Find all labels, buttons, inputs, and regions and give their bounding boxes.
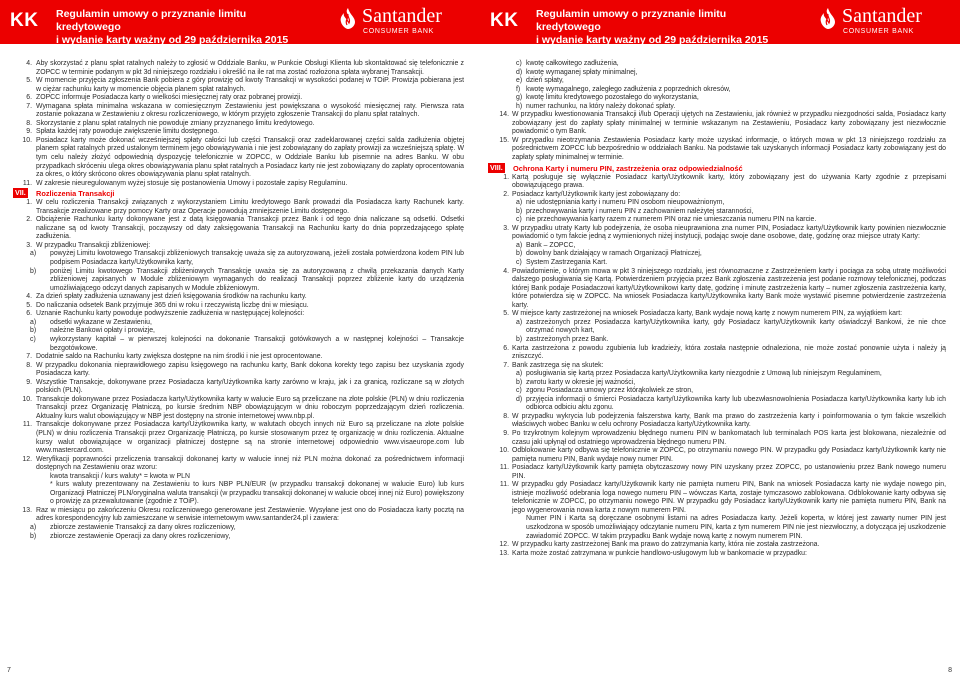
paragraph-text: zastrzeżonych przez Bank.	[526, 335, 609, 343]
numbered-paragraph	[480, 481, 960, 515]
item-marker: a)	[30, 318, 37, 326]
paragraph-text: Aby skorzystać z planu spłat ratalnych należy to zgłosić w Oddziale Banku, w Punkcie Obsługi Klienta lub skontaktować się telefonicznie z ZOPCC w terminie podanym w pkt 3d niniejszego rozdziału i określić na ile rat ma zostać rozłożona spłata wybranej Transakcji.	[36, 60, 464, 76]
sub-item	[480, 199, 960, 208]
paragraph-text: Bank zastrzega się na skutek:	[512, 361, 604, 369]
paragraph-text: Weryfikacji poprawności przeliczenia transakcji dokonanej karty w walucie innej niż PLN można dokonać za pośrednictwem informacji dostępnych na Zestawieniu oraz wzoru:	[36, 455, 464, 472]
item-marker: 5.	[503, 310, 509, 318]
numbered-paragraph	[0, 60, 480, 77]
flame-icon	[818, 7, 838, 31]
paragraph-text: Karta zastrzeżona z powodu zgubienia lub kradzieży, która została następnie odnaleziona, nie może zostać ponownie użyta i należy ją zniszczyć.	[512, 344, 946, 361]
paragraph-text: poniżej Limitu kwotowego Transakcji zbliżeniowych Transakcję uważa się za autoryzowaną z chwilą przekazania danych Karty zbliżeniowej zapisanych w Module zbliżeniowym wymaganych do realizacji Transakcji poprzez zbliżenie karty do urządzenia umożliwiającego odczyt danych zapisanych w Module zbliżeniowym.	[50, 267, 464, 292]
sub-item	[480, 103, 960, 112]
item-marker: b)	[516, 335, 523, 343]
sub-item	[0, 524, 480, 533]
item-marker: c)	[516, 387, 522, 395]
paragraph-text: Wszystkie Transakcje, dokonywane przez Posiadacza karty/Użytkownika karty zarówno w kraju, jak i za granicą, rozliczane są w złotych polskich (PLN).	[36, 378, 464, 395]
kk-badge: KK	[490, 10, 519, 31]
brand-subtitle: CONSUMER BANK	[843, 28, 914, 35]
sub-item	[480, 60, 960, 69]
item-marker: b)	[516, 378, 523, 386]
paragraph-text: Powiadomienie, o którym mowa w pkt 3 niniejszego rozdziału, jest równoznaczne z Zastrzeżeniem karty i pociąga za sobą utratę możliwości dalszego posługiwania się Kartą. Potwierdzeniem przyjęcia przez Bank zgłoszenia zastrzeżenia jest podanie rozmowy telefonicznej, podczas której Bank podaje Posiadaczowi karty/Użytkownikowi karty datę, godzinę i minutę zastrzeżenia karty – numer zgłoszenia zastrzeżenia karty, które potwierdza się w ZOPCC. Na wniosek Posiadacza karty/Użytkownika karty Bank może wystawić pisemne potwierdzenie zastrzeżenia karty.	[512, 267, 946, 309]
sub-item	[0, 473, 480, 482]
paragraph-text: System Zastrzegania Kart.	[526, 259, 608, 267]
paragraph-text: zastrzeżonych przez Posiadacza karty/Użytkownika karty, gdy Posiadacz karty/Użytkownik karty oświadczył Bankowi, że nie chce otrzymać nowych kart,	[526, 318, 946, 335]
paragraph-text: Spłata każdej raty powoduje zwiększenie limitu dostępnego.	[36, 128, 220, 136]
item-marker: d)	[516, 68, 523, 76]
sub-item	[480, 370, 960, 379]
paragraph-text: Kartą posługuje się wyłącznie Posiadacz karty/Użytkownik karty, który zobowiązany jest do używania Karty zgodnie z przepisami obowiązującego prawa.	[512, 173, 946, 190]
numbered-paragraph	[480, 464, 960, 481]
numbered-paragraph	[480, 362, 960, 371]
item-marker: 5.	[26, 77, 32, 85]
paragraph-text: odsetki wykazane w Zestawieniu,	[50, 318, 152, 326]
paragraph-text: kwota transakcji / kurs waluty* = kwota w PLN	[50, 472, 190, 480]
numbered-paragraph	[480, 345, 960, 362]
item-marker: a)	[516, 370, 523, 378]
paragraph-text: Numer PIN i Karta są doręczane osobnymi listami na adres Posiadacza karty. Jeżeli koperta, w której jest zawarty numer PIN jest uszkodzona w sposób umożliwiający odczytanie numeru PIN, karta z tym numerem PIN nie jest niezwłoczny, a dotycząca jej uszkodzenie zawiadomić ZOPCC. W takim przypadku Bank wydaje nową kartę z nowym numerem PIN.	[526, 515, 946, 540]
paragraph-text: Posiadacz karty/Użytkownik karty pamięta obytczaszowy nowy PIN uzyskany przez ZOPCC, po ustanowieniu przez Bank nowego numeru PIN.	[512, 464, 946, 480]
kk-badge: KK	[10, 10, 39, 31]
numbered-paragraph	[0, 293, 480, 302]
paragraph-text: Karta może zostać zatrzymana w punkcie handlowo-usługowym lub w bankomacie w przypadku:	[512, 549, 807, 557]
item-marker: h)	[516, 102, 523, 110]
numbered-paragraph	[480, 430, 960, 447]
item-marker: 6.	[26, 94, 32, 102]
paragraph-text: Po trzykrotnym kolejnym wprowadzeniu błędnego numeru PIN w bankomatach lub terminalach POS karta jest blokowana, niezależnie od czasu jaki upłynął od ostatniego wprowadzenia błędnego numeru PIN.	[512, 429, 946, 446]
item-marker: d)	[516, 395, 523, 403]
numbered-paragraph	[480, 310, 960, 319]
numbered-paragraph	[480, 137, 960, 163]
sub-item	[480, 208, 960, 217]
paragraph-text: wykorzystany kapitał – w pierwszej kolejności na dokonanie Transakcji gotówkowych a w następnej kolejności – Transakcje bezgotówkowe.	[50, 335, 464, 352]
item-marker: 13.	[499, 549, 509, 557]
sub-item	[480, 242, 960, 251]
numbered-paragraph	[0, 507, 480, 524]
item-marker: 4.	[503, 267, 509, 275]
paragraph-text: dowolny bank działający w ramach Organizacji Płatniczej,	[526, 250, 702, 258]
paragraph-text: zwrotu karty w okresie jej ważności,	[526, 378, 636, 386]
item-marker: a)	[516, 199, 523, 207]
section-title: Ochrona Karty i numeru PIN, zastrzeżenia oraz odpowiedzialność	[513, 163, 743, 173]
numbered-paragraph	[0, 128, 480, 137]
numbered-paragraph	[480, 447, 960, 464]
paragraph-text: zbiorcze zestawienie Transakcji za dany okres rozliczeniowy,	[50, 523, 236, 531]
paragraph-text: Posiadacz karty może dokonać wcześniejszej spłaty całości lub części Transakcji oraz zadeklarowanej części salda zadłużenia objętej planem spłat ratalnych przed ustalonym terminem jego obowiązywania i nie jest zobowiązany do zapłaty prowizji za wcześniejszą spłatę. W tym celu należy złożyć odpowiednią dyspozycję telefonicznie w ZOPCC, w Oddziale Banku lub pisemnie na adres Banku. W obu przypadkach skróceniu ulega okres obowiązywania planu spłat ratalnych a Posiadacz karty nie jest zobowiązany do zapłaty oprocentowania za okres, o który skrócono okres obowiązywania planu spłat ratalnych.	[36, 136, 464, 179]
item-marker: 6.	[26, 310, 32, 318]
sub-item	[480, 319, 960, 336]
sub-item	[480, 69, 960, 78]
sub-item	[480, 379, 960, 388]
numbered-paragraph	[0, 396, 480, 422]
numbered-paragraph	[0, 180, 480, 189]
flame-icon	[338, 7, 358, 31]
numbered-paragraph	[0, 456, 480, 473]
document-title	[56, 8, 306, 60]
item-marker: 14.	[499, 111, 509, 119]
sub-item	[0, 327, 480, 336]
item-marker: a)	[516, 318, 523, 326]
numbered-paragraph	[0, 310, 480, 319]
numbered-paragraph	[480, 268, 960, 311]
paragraph-text: W przypadku nieotrzymania Zestawienia Posiadacz karty może uzyskać informacje, o których mowa w pkt 13 niniejszego rozdziału za pośrednictwem ZOPCC lub bezpośrednio w oddziałach Banku. Na podstawie tak uzyskanych informacji Posiadacz karty zobowiązany jest do zapłaty spłaty minimalnej w terminie.	[512, 136, 946, 162]
paragraph-text: zbiorcze zestawienie Operacji za dany okres rozliczeniowy,	[50, 532, 231, 540]
item-marker: 11.	[22, 421, 32, 429]
numbered-paragraph	[480, 174, 960, 191]
paragraph-text: W przypadku utraty Karty lub podejrzenia, że osoba nieuprawniona zna numer PIN, Posiadacz karty/Użytkownik karty powinien niezwłocznie powiadomić o tym fakcie jedną z wymienionych niżej instytucji, podając swoje dane osobowe, datę, godzinę oraz miejsce utraty Karty:	[512, 224, 946, 241]
numbered-paragraph	[0, 216, 480, 242]
page-header	[480, 0, 960, 59]
title-line-2: i wydanie karty ważny od 29 października 2015 roku	[56, 34, 289, 59]
paragraph-text: W miejsce karty zastrzeżonej na wniosek Posiadacza karty, Bank wydaje nową kartę z nowym numerem PIN, za wyjątkiem kart:	[512, 310, 903, 318]
sub-item	[480, 515, 960, 541]
item-marker: b)	[30, 267, 37, 275]
item-marker: f)	[516, 85, 521, 93]
paragraph-text: Transakcje dokonywane przez Posiadacza karty/Użytkownika karty w walucie Euro są przeliczane na złote polskie (PLN) w dniu rozliczenia Transakcji przez Organizację Płatniczą, po kursie średnim NBP obowiązującym w dniu roboczym poprzedzającym dzień rozliczenia. Aktualny kurs walut obowiązujący w NBP jest dostępny na stronie internetowej www.nbp.pl.	[36, 395, 464, 420]
paragraph-text: Wymagana spłata minimalna wskazana w comiesięcznym Zestawieniu jest powiększana o wysokość miesięcznej raty. Pierwsza rata zostanie pokazana w Zestawieniu z okresu rozliczeniowego, w którym przyjęto zgłoszenie Transakcji do planu spłat ratalnych.	[36, 102, 464, 119]
paragraph-text: Posiadacz karty/Użytkownik karty jest zobowiązany do:	[512, 190, 681, 198]
item-marker: a)	[30, 250, 37, 258]
item-marker: 7.	[503, 361, 509, 369]
section-number: VII.	[15, 188, 26, 198]
item-marker: 6.	[503, 344, 509, 352]
santander-logo	[338, 5, 474, 39]
item-marker: 3.	[26, 241, 32, 249]
numbered-paragraph	[0, 379, 480, 396]
document-title	[536, 8, 786, 60]
sub-item	[480, 259, 960, 268]
sub-item	[480, 86, 960, 95]
paragraph-text: W przypadku karty zastrzeżonej Bank ma prawo do zatrzymania karty, która nie została zastrzeżona.	[512, 541, 820, 549]
item-marker: 10.	[499, 447, 509, 455]
paragraph-text: Uznanie Rachunku karty powoduje podwyższenie zadłużenia w następującej kolejności:	[36, 310, 305, 318]
item-marker: a)	[30, 523, 37, 531]
paragraph-text: W przypadku Transakcji zbliżeniowej:	[36, 241, 151, 249]
paragraph-text: Za dzień spłaty zadłużenia uznawany jest dzień księgowania środków na rachunku karty.	[36, 293, 307, 301]
item-marker: 3.	[503, 224, 509, 232]
sub-item	[480, 336, 960, 345]
right-page	[480, 0, 960, 678]
item-marker: b)	[516, 250, 523, 258]
paragraph-text: Skorzystanie z planu spłat ratalnych nie powoduje zmiany przyznanego limitu kredytowego.	[36, 119, 315, 127]
sub-item	[0, 336, 480, 353]
sub-item	[480, 216, 960, 225]
item-marker: 11.	[499, 481, 509, 489]
numbered-paragraph	[0, 353, 480, 362]
item-marker: 4.	[26, 293, 32, 301]
item-marker: 2.	[26, 216, 32, 224]
item-marker: 11.	[499, 464, 509, 472]
paragraph-text: W przypadku gdy Posiadacz karty/Użytkownik karty nie pamięta numeru PIN, Bank na wniosek Posiadacza karty nie wydaje nowego pin, istnieje możliwość odebrania loga nowego numeru PIN – wówczas Karta, zostaje tymczasowo zablokowana. Odblokowanie karty odbywa się telefonicznie w ZOPCC, po otrzymaniu nowego PIN. W przypadku gdy Posiadacz karty/Użytkownik karty nie pamięta numeru PIN, Bank na jego wygenerowania nowa karta z nowym numerem PIN.	[512, 481, 946, 514]
item-marker: a)	[516, 241, 523, 249]
numbered-paragraph	[0, 421, 480, 455]
sub-item	[480, 387, 960, 396]
paragraph-text: kwotę limitu kredytowego pozostałego do wykorzystania,	[526, 94, 699, 102]
item-marker: 1.	[503, 173, 509, 181]
title-line-2: i wydanie karty ważny od 29 października 2015 roku	[536, 34, 769, 59]
numbered-paragraph	[0, 302, 480, 311]
title-line-1: Regulamin umowy o przyznanie limitu kredytowego	[536, 8, 727, 33]
paragraph-text: dzień spłaty,	[526, 77, 564, 85]
numbered-paragraph	[0, 199, 480, 216]
numbered-paragraph	[0, 103, 480, 120]
item-marker: 4.	[26, 60, 32, 67]
brand-subtitle: CONSUMER BANK	[363, 28, 434, 35]
item-marker: 9.	[26, 128, 32, 136]
item-marker: b)	[30, 327, 37, 335]
item-marker: 11.	[22, 179, 32, 187]
paragraph-text: posługiwania się kartą przez Posiadacza karty/Użytkownika karty niezgodnie z Umową lub niniejszym Regulaminem,	[526, 370, 882, 378]
item-marker: 5.	[26, 301, 32, 309]
item-marker: 8.	[26, 361, 32, 369]
sub-item	[0, 268, 480, 294]
sub-item	[0, 250, 480, 267]
page-number: 7	[7, 667, 11, 674]
numbered-paragraph	[480, 225, 960, 242]
paragraph-text: należne Bankowi opłaty i prowizje,	[50, 327, 155, 335]
paragraph-text: W momencie przyjęcia zgłoszenia Bank pobiera z góry prowizję od kwoty Transakcji w wysokości podanej w TOiP. Prowizja pobierana jest w ciężar rachunku karty w momencie objęcia planem spłat ratalnych.	[36, 77, 464, 93]
item-marker: b)	[516, 207, 523, 215]
numbered-paragraph	[0, 77, 480, 94]
item-marker: 1.	[26, 199, 32, 207]
item-marker: 12.	[22, 455, 32, 463]
numbered-paragraph	[480, 111, 960, 137]
paragraph-text: Dodatnie saldo na Rachunku karty zwiększa dostępne na nim środki i nie jest oprocentowane.	[36, 353, 323, 361]
sub-item	[480, 396, 960, 413]
paragraph-text: W przypadku dokonania nieprawidłowego zapisu księgowego na rachunku karty, Bank dokona korekty tego zapisu bez uzyskania zgody Posiadacza karty.	[36, 361, 464, 378]
numbered-paragraph	[0, 362, 480, 379]
item-marker: 7.	[26, 353, 32, 361]
section-heading	[0, 189, 480, 198]
sub-item	[0, 319, 480, 328]
item-marker: 10.	[22, 136, 32, 144]
item-marker: c)	[516, 216, 522, 224]
paragraph-text: W przypadku kwestionowania Transakcji i/lub Operacji ujętych na Zestawieniu, jak również w przypadku niezgodności salda, Posiadacz karty zobowiązany jest do zapłaty spłaty minimalnej w terminie wskazanym na Zestawieniu, Posiadacz karty zobowiązany jest niezwłocznie powiadomić o tym Bank.	[512, 111, 946, 136]
paragraph-text: * kurs waluty prezentowany na Zestawieniu to kurs NBP PLN/EUR (w przypadku transakcji dokonanej w walucie Euro) lub kurs Organizacji Płatniczej PLN/oryginalna waluta transakcji (w przypadku transakcji dokonanej w walucie obcej innej niż Euro) powiększony o prowizję za przewalutowanie (zgodnie z TOiP).	[50, 481, 464, 506]
sub-item	[0, 481, 480, 507]
numbered-paragraph	[0, 137, 480, 180]
item-marker: 8.	[503, 412, 509, 420]
right-page-body	[480, 60, 960, 670]
numbered-paragraph	[0, 242, 480, 251]
section-number: VIII.	[490, 162, 503, 172]
numbered-paragraph	[480, 413, 960, 430]
paragraph-text: kwotę wymaganej spłaty minimalnej,	[526, 68, 638, 76]
item-marker: c)	[516, 259, 522, 267]
paragraph-text: przyjęcia informacji o śmierci Posiadacza karty/Użytkownika karty lub ubezwłasnowolnienia Posiadacza karty/Użytkownika karty lub ich odbiorca odbiciu aktu zgonu.	[526, 395, 946, 412]
sub-item	[0, 533, 480, 542]
paragraph-text: Obciążenie Rachunku karty dokonywane jest z datą księgowania Transakcji przez Bank i od tego dnia naliczane są odsetki. Odsetki naliczane są od kwoty Transakcji, począwszy od daty zaksięgowania Transakcji na Rachunku karty do dnia poprzedzającego spłatę zadłużenia.	[36, 216, 464, 241]
numbered-paragraph	[0, 120, 480, 129]
sub-item	[480, 250, 960, 259]
item-marker: 9.	[503, 429, 509, 437]
item-marker: g)	[516, 94, 523, 102]
brand-name: Santander	[362, 5, 442, 27]
paragraph-text: nie przechowywania karty razem z numerem PIN oraz nie umieszczania numeru PIN na karcie.	[526, 216, 817, 224]
paragraph-text: kwotę wymagalnego, zaległego zadłużenia z poprzednich okresów,	[526, 85, 731, 93]
title-line-1: Regulamin umowy o przyznanie limitu kredytowego	[56, 8, 247, 33]
item-marker: 10.	[22, 395, 32, 403]
paragraph-text: Bank – ZOPCC,	[526, 241, 576, 249]
item-marker: c)	[30, 335, 36, 343]
paragraph-text: powyżej Limitu kwotowego Transakcji zbliżeniowych transakcję uważa się za autoryzowaną, jeżeli została potwierdzona kodem PIN lub podpisem Posiadacza karty/Użytkownika karty,	[50, 250, 464, 267]
item-marker: 8.	[26, 119, 32, 127]
santander-logo	[818, 5, 954, 39]
left-page-body	[0, 60, 480, 670]
paragraph-text: nie udostępniania karty i numeru PIN osobom nieupoważnionym,	[526, 199, 725, 207]
paragraph-text: ZOPCC informuje Posiadacza karty o wielkości miesięcznej raty oraz pobranej prowizji.	[36, 94, 303, 102]
numbered-paragraph	[0, 94, 480, 103]
sub-item	[480, 77, 960, 86]
paragraph-text: Odblokowanie karty odbywa się telefonicznie w ZOPCC, po otrzymaniu nowego PIN. W przypadku gdy Posiadacz karty/Użytkownik karty nie pamięta numeru PIN, Bank wydaje nowy numer PIN.	[512, 447, 946, 463]
paragraph-text: Transakcje dokonywane przez Posiadacza karty/Użytkownika karty, w walutach obcych innych niż Euro są przeliczane na złote polskie (PLN) w dniu rozliczenia Transakcji przez Organizację Płatniczą, po kursie stosowanym przez tę organizację w dniu rozliczenia. Aktualne kursy walut obowiązujące w organizacji płatniczej dostępne są na stronie internetowej odpowiednio www.visaeurope.com lub www.mastercard.com.	[36, 421, 464, 455]
section-title: Rozliczenia Transakcji	[36, 189, 115, 199]
paragraph-text: przechowywania karty i numeru PIN z zachowaniem należytej staranności,	[526, 207, 754, 215]
paragraph-text: W przypadku wykrycia lub podejrzenia fałszerstwa karty, Bank ma prawo do zastrzeżenia karty i poinformowania o tym fakcie wszelkich właściwych wobec Banku w celu ochrony Posiadacza karty/Użytkownika karty.	[512, 412, 946, 429]
item-marker: b)	[30, 532, 37, 540]
paragraph-text: Raz w miesiącu po zakończeniu Okresu rozliczeniowego generowane jest Zestawienie. Wysyłane jest ono do Posiadacza karty pocztą na adres korespondencyjny lub zamieszczane w serwisie internetowym www.santander24.pl i zawiera:	[36, 506, 464, 523]
paragraph-text: Do naliczania odsetek Bank przyjmuje 365 dni w roku i rzeczywistą liczbę dni w miesiącu.	[36, 301, 309, 309]
item-marker: 2.	[503, 190, 509, 198]
item-marker: 13.	[22, 506, 32, 514]
item-marker: e)	[516, 77, 523, 85]
page-number: 8	[948, 667, 952, 674]
numbered-paragraph	[480, 191, 960, 200]
item-marker: 15.	[499, 136, 509, 144]
paragraph-text: zgonu Posiadacza umowy przez którąkolwiek ze stron,	[526, 387, 693, 395]
brand-name: Santander	[842, 5, 922, 27]
item-marker: 9.	[26, 378, 32, 386]
paragraph-text: numer rachunku, na który należy dokonać spłaty.	[526, 102, 676, 110]
section-heading	[480, 164, 960, 173]
page-header	[0, 0, 480, 59]
sub-item	[480, 94, 960, 103]
numbered-paragraph	[480, 541, 960, 550]
item-marker: 7.	[26, 102, 32, 110]
paragraph-text: W zakresie nieuregulowanym wyżej stosuje się postanowienia Umowy i pozostałe zapisy Regulaminu.	[36, 179, 348, 187]
numbered-paragraph	[480, 550, 960, 559]
item-marker: 12.	[499, 541, 509, 549]
paragraph-text: W celu rozliczenia Transakcji związanych z wykorzystaniem Limitu kredytowego Bank prowadzi dla Posiadacza karty Rachunek karty. Transakcje zrealizowane przy pomocy Karty oraz Operacje powodują zmniejszenie Limitu dostępnego.	[36, 199, 464, 215]
item-marker: c)	[516, 60, 522, 67]
paragraph-text: kwotę całkowitego zadłużenia,	[526, 60, 619, 67]
